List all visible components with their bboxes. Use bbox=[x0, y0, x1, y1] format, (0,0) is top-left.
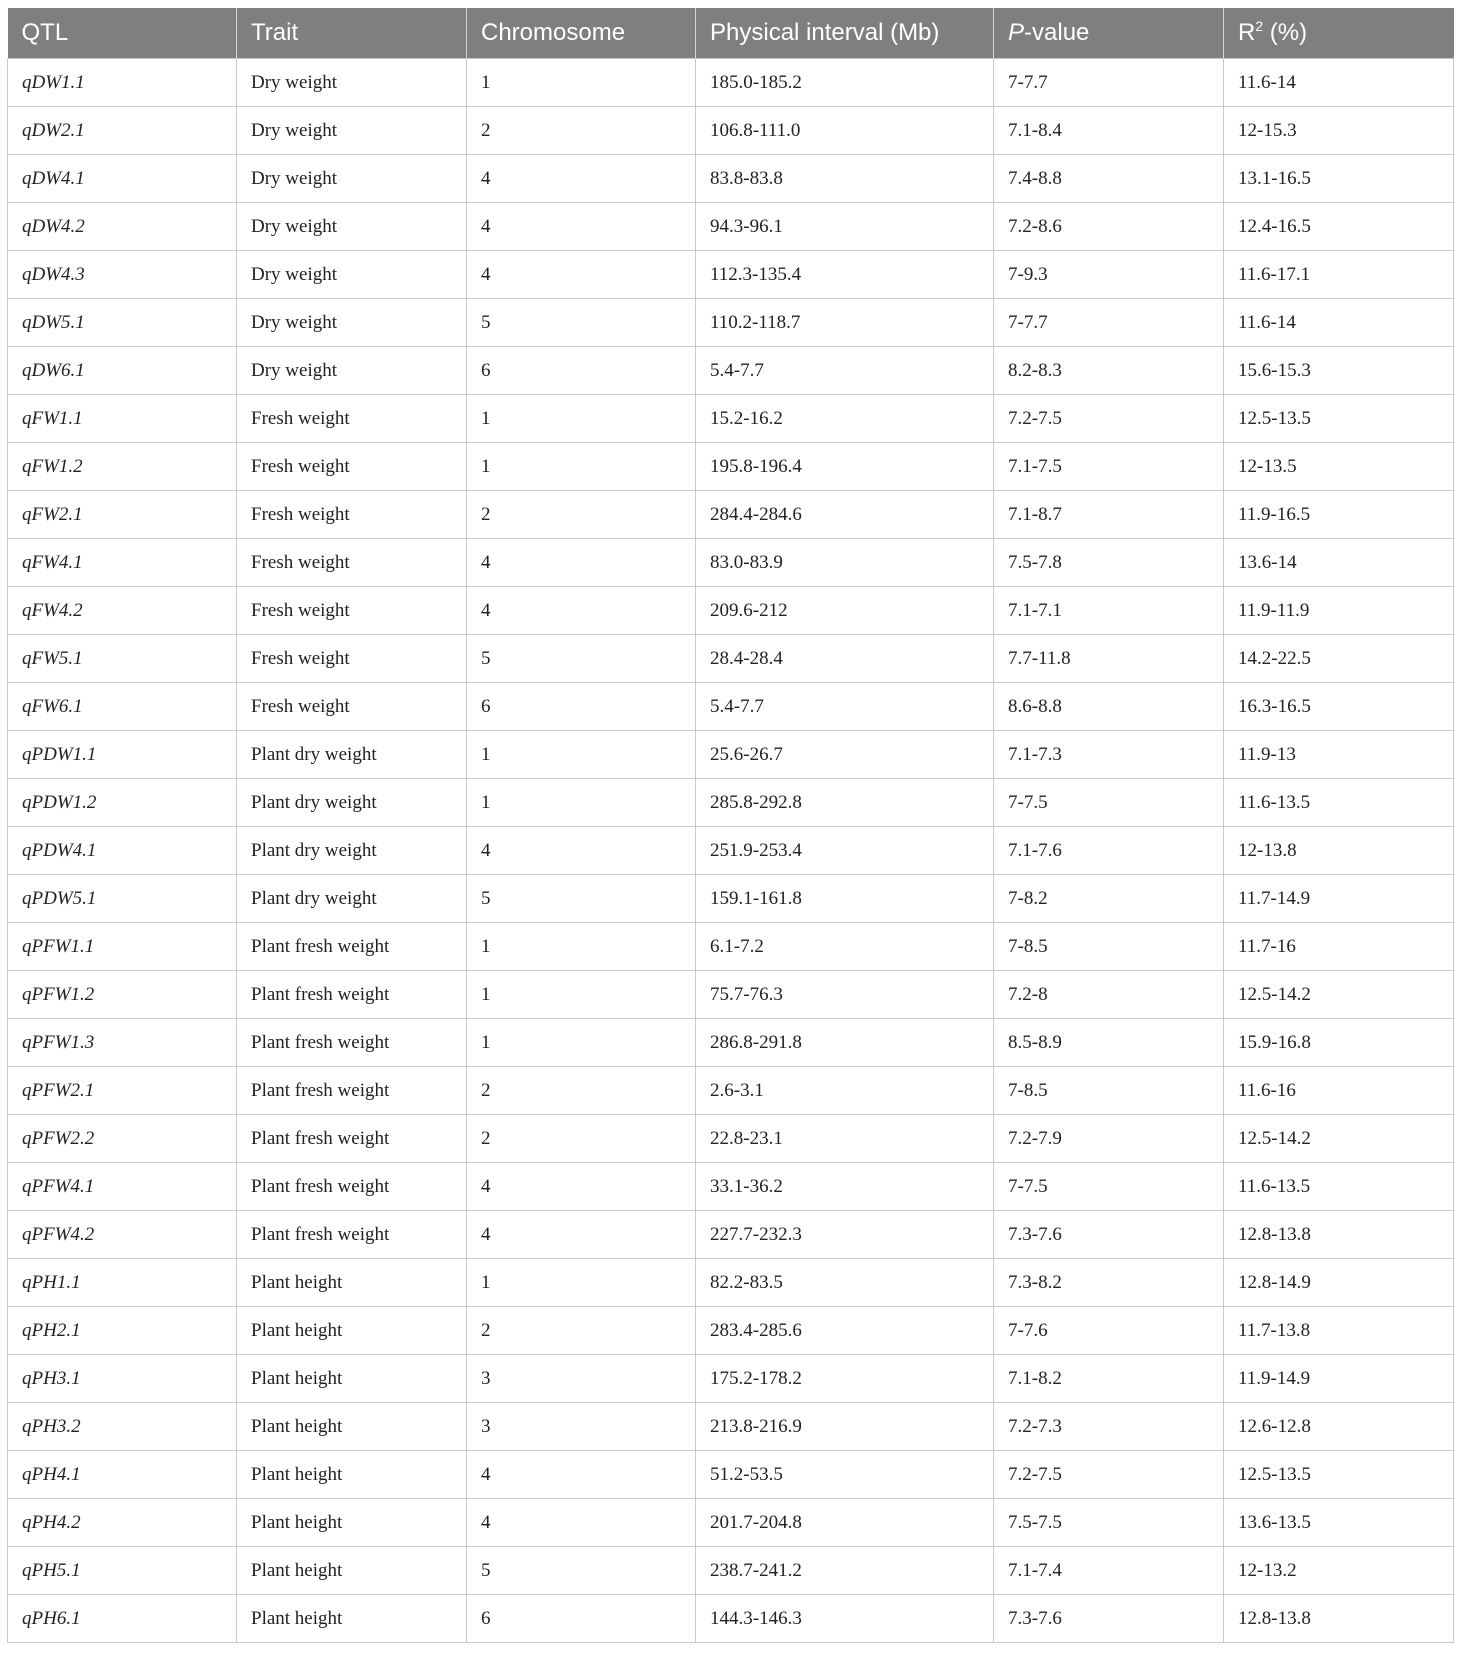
cell-chromosome: 1 bbox=[467, 971, 696, 1019]
table-row bbox=[8, 1307, 1454, 1355]
header-row bbox=[8, 8, 1454, 59]
cell-chromosome: 2 bbox=[467, 1115, 696, 1163]
cell-p-value: 7.3-7.6 bbox=[994, 1595, 1224, 1643]
cell-trait: Fresh weight bbox=[237, 443, 467, 491]
cell-physical-interval: 144.3-146.3 bbox=[696, 1595, 994, 1643]
cell-physical-interval: 2.6-3.1 bbox=[696, 1067, 994, 1115]
cell-r2: 12-13.8 bbox=[1224, 827, 1454, 875]
cell-physical-interval: 5.4-7.7 bbox=[696, 683, 994, 731]
cell-r2: 12.5-13.5 bbox=[1224, 1451, 1454, 1499]
cell-p-value: 7.1-8.4 bbox=[994, 107, 1224, 155]
cell-chromosome: 2 bbox=[467, 491, 696, 539]
cell-qtl: qPFW4.2 bbox=[8, 1211, 237, 1259]
table-row bbox=[8, 443, 1454, 491]
cell-p-value: 7-8.2 bbox=[994, 875, 1224, 923]
table-row bbox=[8, 59, 1454, 107]
cell-physical-interval: 83.0-83.9 bbox=[696, 539, 994, 587]
cell-trait: Fresh weight bbox=[237, 587, 467, 635]
cell-trait: Fresh weight bbox=[237, 635, 467, 683]
cell-qtl: qPDW5.1 bbox=[8, 875, 237, 923]
cell-trait: Fresh weight bbox=[237, 491, 467, 539]
cell-p-value: 7.1-8.2 bbox=[994, 1355, 1224, 1403]
cell-physical-interval: 201.7-204.8 bbox=[696, 1499, 994, 1547]
cell-trait: Dry weight bbox=[237, 299, 467, 347]
header-p-value bbox=[994, 8, 1224, 59]
header-r2 bbox=[1224, 8, 1454, 59]
cell-qtl: qDW2.1 bbox=[8, 107, 237, 155]
cell-trait: Dry weight bbox=[237, 347, 467, 395]
cell-p-value: 7.1-7.3 bbox=[994, 731, 1224, 779]
cell-r2: 13.1-16.5 bbox=[1224, 155, 1454, 203]
cell-physical-interval: 6.1-7.2 bbox=[696, 923, 994, 971]
cell-chromosome: 3 bbox=[467, 1403, 696, 1451]
cell-p-value: 7-7.7 bbox=[994, 299, 1224, 347]
cell-p-value: 7.2-7.5 bbox=[994, 1451, 1224, 1499]
cell-chromosome: 4 bbox=[467, 1451, 696, 1499]
cell-trait: Plant fresh weight bbox=[237, 1067, 467, 1115]
table-row bbox=[8, 1547, 1454, 1595]
cell-r2: 12.8-14.9 bbox=[1224, 1259, 1454, 1307]
cell-trait: Plant height bbox=[237, 1595, 467, 1643]
cell-p-value: 7.1-7.1 bbox=[994, 587, 1224, 635]
table-row bbox=[8, 635, 1454, 683]
cell-r2: 13.6-13.5 bbox=[1224, 1499, 1454, 1547]
cell-physical-interval: 285.8-292.8 bbox=[696, 779, 994, 827]
table-row bbox=[8, 203, 1454, 251]
cell-trait: Dry weight bbox=[237, 155, 467, 203]
cell-physical-interval: 110.2-118.7 bbox=[696, 299, 994, 347]
cell-qtl: qPH4.1 bbox=[8, 1451, 237, 1499]
table-row bbox=[8, 1163, 1454, 1211]
cell-chromosome: 1 bbox=[467, 59, 696, 107]
cell-trait: Plant height bbox=[237, 1499, 467, 1547]
cell-physical-interval: 175.2-178.2 bbox=[696, 1355, 994, 1403]
cell-p-value: 7.5-7.8 bbox=[994, 539, 1224, 587]
cell-trait: Plant height bbox=[237, 1355, 467, 1403]
cell-r2: 11.6-17.1 bbox=[1224, 251, 1454, 299]
cell-p-value: 7.1-7.6 bbox=[994, 827, 1224, 875]
cell-qtl: qFW4.1 bbox=[8, 539, 237, 587]
cell-qtl: qPDW1.1 bbox=[8, 731, 237, 779]
cell-trait: Plant fresh weight bbox=[237, 923, 467, 971]
cell-r2: 14.2-22.5 bbox=[1224, 635, 1454, 683]
cell-chromosome: 1 bbox=[467, 923, 696, 971]
table-row bbox=[8, 299, 1454, 347]
cell-qtl: qPH5.1 bbox=[8, 1547, 237, 1595]
cell-physical-interval: 209.6-212 bbox=[696, 587, 994, 635]
cell-r2: 11.9-16.5 bbox=[1224, 491, 1454, 539]
cell-p-value: 7.2-8.6 bbox=[994, 203, 1224, 251]
cell-trait: Plant height bbox=[237, 1403, 467, 1451]
cell-physical-interval: 284.4-284.6 bbox=[696, 491, 994, 539]
cell-trait: Dry weight bbox=[237, 107, 467, 155]
cell-qtl: qFW1.2 bbox=[8, 443, 237, 491]
table-row bbox=[8, 539, 1454, 587]
header-r2-base: R bbox=[1238, 19, 1256, 46]
cell-physical-interval: 51.2-53.5 bbox=[696, 1451, 994, 1499]
cell-trait: Plant height bbox=[237, 1259, 467, 1307]
cell-chromosome: 3 bbox=[467, 1355, 696, 1403]
cell-chromosome: 6 bbox=[467, 347, 696, 395]
cell-r2: 13.6-14 bbox=[1224, 539, 1454, 587]
cell-r2: 11.6-14 bbox=[1224, 299, 1454, 347]
cell-chromosome: 4 bbox=[467, 155, 696, 203]
table-row bbox=[8, 155, 1454, 203]
cell-trait: Plant dry weight bbox=[237, 875, 467, 923]
cell-chromosome: 1 bbox=[467, 1259, 696, 1307]
cell-r2: 12.5-14.2 bbox=[1224, 1115, 1454, 1163]
cell-r2: 11.6-13.5 bbox=[1224, 779, 1454, 827]
cell-p-value: 7.1-7.5 bbox=[994, 443, 1224, 491]
cell-chromosome: 1 bbox=[467, 443, 696, 491]
cell-chromosome: 4 bbox=[467, 827, 696, 875]
cell-physical-interval: 75.7-76.3 bbox=[696, 971, 994, 1019]
cell-qtl: qDW4.1 bbox=[8, 155, 237, 203]
cell-chromosome: 1 bbox=[467, 1019, 696, 1067]
cell-p-value: 8.2-8.3 bbox=[994, 347, 1224, 395]
cell-r2: 12-13.5 bbox=[1224, 443, 1454, 491]
cell-r2: 11.9-11.9 bbox=[1224, 587, 1454, 635]
cell-chromosome: 4 bbox=[467, 1211, 696, 1259]
table-row bbox=[8, 1211, 1454, 1259]
cell-qtl: qFW5.1 bbox=[8, 635, 237, 683]
cell-trait: Plant fresh weight bbox=[237, 971, 467, 1019]
cell-chromosome: 1 bbox=[467, 779, 696, 827]
cell-r2: 11.7-16 bbox=[1224, 923, 1454, 971]
cell-r2: 11.9-14.9 bbox=[1224, 1355, 1454, 1403]
cell-chromosome: 1 bbox=[467, 731, 696, 779]
qtl-table-container bbox=[7, 8, 1453, 1643]
cell-r2: 15.9-16.8 bbox=[1224, 1019, 1454, 1067]
cell-r2: 12.5-13.5 bbox=[1224, 395, 1454, 443]
header-r2-superscript: 2 bbox=[1255, 18, 1264, 34]
table-header bbox=[8, 8, 1454, 59]
cell-physical-interval: 82.2-83.5 bbox=[696, 1259, 994, 1307]
cell-qtl: qPDW1.2 bbox=[8, 779, 237, 827]
cell-trait: Plant dry weight bbox=[237, 827, 467, 875]
cell-trait: Plant dry weight bbox=[237, 731, 467, 779]
table-row bbox=[8, 971, 1454, 1019]
cell-r2: 12-13.2 bbox=[1224, 1547, 1454, 1595]
cell-r2: 12.8-13.8 bbox=[1224, 1595, 1454, 1643]
cell-p-value: 7.3-7.6 bbox=[994, 1211, 1224, 1259]
table-row bbox=[8, 731, 1454, 779]
table-row bbox=[8, 1259, 1454, 1307]
table-row bbox=[8, 251, 1454, 299]
cell-p-value: 7.2-7.5 bbox=[994, 395, 1224, 443]
cell-physical-interval: 28.4-28.4 bbox=[696, 635, 994, 683]
table-row bbox=[8, 1403, 1454, 1451]
cell-p-value: 7-8.5 bbox=[994, 923, 1224, 971]
cell-physical-interval: 22.8-23.1 bbox=[696, 1115, 994, 1163]
cell-chromosome: 5 bbox=[467, 1547, 696, 1595]
cell-r2: 12.6-12.8 bbox=[1224, 1403, 1454, 1451]
cell-r2: 11.6-16 bbox=[1224, 1067, 1454, 1115]
cell-r2: 16.3-16.5 bbox=[1224, 683, 1454, 731]
cell-chromosome: 1 bbox=[467, 395, 696, 443]
cell-physical-interval: 159.1-161.8 bbox=[696, 875, 994, 923]
cell-chromosome: 6 bbox=[467, 683, 696, 731]
header-r2-rest: (%) bbox=[1263, 19, 1308, 46]
cell-p-value: 7.5-7.5 bbox=[994, 1499, 1224, 1547]
cell-qtl: qPH3.1 bbox=[8, 1355, 237, 1403]
table-row bbox=[8, 923, 1454, 971]
header-p-value-italic: P bbox=[1008, 19, 1025, 46]
cell-chromosome: 4 bbox=[467, 1163, 696, 1211]
cell-chromosome: 2 bbox=[467, 1307, 696, 1355]
cell-trait: Dry weight bbox=[237, 203, 467, 251]
cell-p-value: 7.7-11.8 bbox=[994, 635, 1224, 683]
cell-p-value: 7.2-7.3 bbox=[994, 1403, 1224, 1451]
cell-qtl: qPH4.2 bbox=[8, 1499, 237, 1547]
cell-trait: Plant height bbox=[237, 1307, 467, 1355]
cell-qtl: qPH2.1 bbox=[8, 1307, 237, 1355]
cell-qtl: qPFW2.2 bbox=[8, 1115, 237, 1163]
cell-physical-interval: 286.8-291.8 bbox=[696, 1019, 994, 1067]
cell-qtl: qPFW1.1 bbox=[8, 923, 237, 971]
cell-qtl: qPH6.1 bbox=[8, 1595, 237, 1643]
cell-physical-interval: 94.3-96.1 bbox=[696, 203, 994, 251]
table-row bbox=[8, 107, 1454, 155]
cell-chromosome: 4 bbox=[467, 539, 696, 587]
table-row bbox=[8, 827, 1454, 875]
cell-physical-interval: 195.8-196.4 bbox=[696, 443, 994, 491]
cell-r2: 11.7-14.9 bbox=[1224, 875, 1454, 923]
table-row bbox=[8, 491, 1454, 539]
cell-chromosome: 6 bbox=[467, 1595, 696, 1643]
cell-qtl: qPFW2.1 bbox=[8, 1067, 237, 1115]
cell-physical-interval: 238.7-241.2 bbox=[696, 1547, 994, 1595]
cell-p-value: 8.6-8.8 bbox=[994, 683, 1224, 731]
cell-p-value: 7.3-8.2 bbox=[994, 1259, 1224, 1307]
cell-qtl: qPFW1.3 bbox=[8, 1019, 237, 1067]
cell-chromosome: 5 bbox=[467, 875, 696, 923]
cell-trait: Plant fresh weight bbox=[237, 1163, 467, 1211]
cell-physical-interval: 25.6-26.7 bbox=[696, 731, 994, 779]
cell-qtl: qFW2.1 bbox=[8, 491, 237, 539]
table-row bbox=[8, 1115, 1454, 1163]
table-row bbox=[8, 395, 1454, 443]
cell-trait: Plant fresh weight bbox=[237, 1019, 467, 1067]
cell-chromosome: 5 bbox=[467, 299, 696, 347]
cell-r2: 12.5-14.2 bbox=[1224, 971, 1454, 1019]
cell-qtl: qPFW4.1 bbox=[8, 1163, 237, 1211]
cell-r2: 12-15.3 bbox=[1224, 107, 1454, 155]
cell-chromosome: 4 bbox=[467, 203, 696, 251]
header-qtl: QTL bbox=[8, 8, 237, 59]
cell-physical-interval: 106.8-111.0 bbox=[696, 107, 994, 155]
cell-chromosome: 4 bbox=[467, 251, 696, 299]
cell-trait: Plant height bbox=[237, 1451, 467, 1499]
cell-trait: Plant fresh weight bbox=[237, 1211, 467, 1259]
cell-physical-interval: 5.4-7.7 bbox=[696, 347, 994, 395]
cell-p-value: 7.4-8.8 bbox=[994, 155, 1224, 203]
cell-physical-interval: 213.8-216.9 bbox=[696, 1403, 994, 1451]
table-row bbox=[8, 779, 1454, 827]
table-row bbox=[8, 1355, 1454, 1403]
cell-p-value: 7-7.7 bbox=[994, 59, 1224, 107]
header-chromosome: Chromosome bbox=[467, 8, 696, 59]
header-trait: Trait bbox=[237, 8, 467, 59]
cell-qtl: qDW4.3 bbox=[8, 251, 237, 299]
cell-trait: Plant fresh weight bbox=[237, 1115, 467, 1163]
cell-r2: 12.8-13.8 bbox=[1224, 1211, 1454, 1259]
cell-qtl: qPH3.2 bbox=[8, 1403, 237, 1451]
cell-p-value: 7.2-8 bbox=[994, 971, 1224, 1019]
cell-p-value: 7-8.5 bbox=[994, 1067, 1224, 1115]
cell-trait: Plant height bbox=[237, 1547, 467, 1595]
cell-trait: Fresh weight bbox=[237, 539, 467, 587]
cell-r2: 11.6-14 bbox=[1224, 59, 1454, 107]
cell-physical-interval: 15.2-16.2 bbox=[696, 395, 994, 443]
table-row bbox=[8, 1595, 1454, 1643]
cell-qtl: qDW1.1 bbox=[8, 59, 237, 107]
cell-chromosome: 4 bbox=[467, 1499, 696, 1547]
cell-physical-interval: 33.1-36.2 bbox=[696, 1163, 994, 1211]
cell-p-value: 7-7.6 bbox=[994, 1307, 1224, 1355]
cell-chromosome: 5 bbox=[467, 635, 696, 683]
cell-trait: Fresh weight bbox=[237, 683, 467, 731]
cell-r2: 11.9-13 bbox=[1224, 731, 1454, 779]
cell-p-value: 7.2-7.9 bbox=[994, 1115, 1224, 1163]
cell-physical-interval: 227.7-232.3 bbox=[696, 1211, 994, 1259]
table-row bbox=[8, 1451, 1454, 1499]
cell-qtl: qPDW4.1 bbox=[8, 827, 237, 875]
cell-qtl: qFW4.2 bbox=[8, 587, 237, 635]
cell-r2: 12.4-16.5 bbox=[1224, 203, 1454, 251]
table-row bbox=[8, 347, 1454, 395]
cell-trait: Dry weight bbox=[237, 251, 467, 299]
cell-physical-interval: 185.0-185.2 bbox=[696, 59, 994, 107]
cell-qtl: qFW1.1 bbox=[8, 395, 237, 443]
cell-r2: 11.7-13.8 bbox=[1224, 1307, 1454, 1355]
cell-physical-interval: 283.4-285.6 bbox=[696, 1307, 994, 1355]
qtl-table bbox=[7, 8, 1454, 1643]
table-row bbox=[8, 1499, 1454, 1547]
cell-qtl: qDW5.1 bbox=[8, 299, 237, 347]
cell-physical-interval: 112.3-135.4 bbox=[696, 251, 994, 299]
table-row bbox=[8, 875, 1454, 923]
cell-p-value: 7.1-8.7 bbox=[994, 491, 1224, 539]
header-p-value-rest: -value bbox=[1024, 19, 1090, 46]
cell-qtl: qPFW1.2 bbox=[8, 971, 237, 1019]
cell-p-value: 8.5-8.9 bbox=[994, 1019, 1224, 1067]
cell-trait: Plant dry weight bbox=[237, 779, 467, 827]
cell-trait: Fresh weight bbox=[237, 395, 467, 443]
cell-trait: Dry weight bbox=[237, 59, 467, 107]
cell-p-value: 7-9.3 bbox=[994, 251, 1224, 299]
cell-chromosome: 2 bbox=[467, 1067, 696, 1115]
table-body bbox=[8, 59, 1454, 1643]
cell-chromosome: 2 bbox=[467, 107, 696, 155]
table-row bbox=[8, 1019, 1454, 1067]
cell-p-value: 7.1-7.4 bbox=[994, 1547, 1224, 1595]
header-physical-interval: Physical interval (Mb) bbox=[696, 8, 994, 59]
table-row bbox=[8, 587, 1454, 635]
cell-chromosome: 4 bbox=[467, 587, 696, 635]
cell-qtl: qDW4.2 bbox=[8, 203, 237, 251]
cell-physical-interval: 83.8-83.8 bbox=[696, 155, 994, 203]
cell-physical-interval: 251.9-253.4 bbox=[696, 827, 994, 875]
cell-p-value: 7-7.5 bbox=[994, 779, 1224, 827]
table-row bbox=[8, 683, 1454, 731]
cell-qtl: qPH1.1 bbox=[8, 1259, 237, 1307]
table-row bbox=[8, 1067, 1454, 1115]
cell-p-value: 7-7.5 bbox=[994, 1163, 1224, 1211]
cell-qtl: qDW6.1 bbox=[8, 347, 237, 395]
cell-qtl: qFW6.1 bbox=[8, 683, 237, 731]
cell-r2: 11.6-13.5 bbox=[1224, 1163, 1454, 1211]
cell-r2: 15.6-15.3 bbox=[1224, 347, 1454, 395]
